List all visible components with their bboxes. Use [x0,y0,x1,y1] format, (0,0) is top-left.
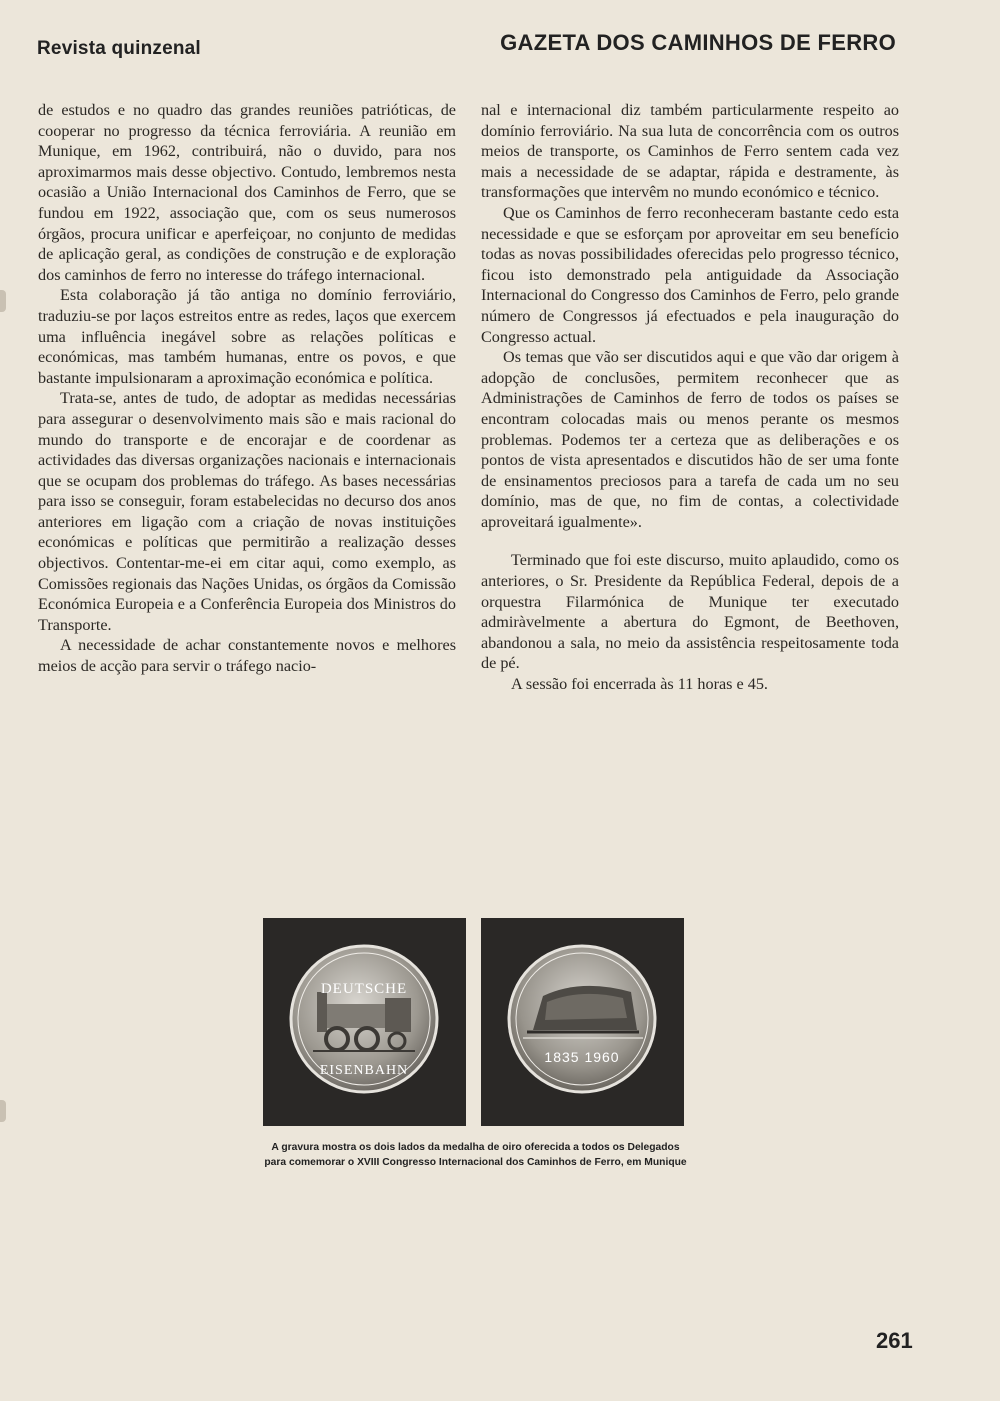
medal-reverse-image [481,918,684,1126]
paragraph: Terminado que foi este discurso, muito aplaudido, como os anteriores, o Sr. Presidente da República Federal, depois de a orquestra Filarmónica de Munique ter executado admiràvelmente a abertura do Egmont, de Beethoven, abandonou a sala, no meio da assistência respeitosamente toda de pé. [481,551,899,673]
paragraph: Esta colaboração já tão antiga no domínio ferroviário, traduziu-se por laços estreitos entre as redes, laços que exercem uma influência inegável sobre as relações políticas e económicas, mas também humanas, entre os povos, e que bastante impulsionaram a aproximação económica e política. [38,286,456,387]
paragraph: A sessão foi encerrada às 11 horas e 45. [511,675,768,694]
paragraph: Que os Caminhos de ferro reconheceram bastante cedo esta necessidade e que se esforçam por aproveitar em seu benefício todas as novas possibilidades oferecidas pelo progresso técnico, ficou isto demonstrado pela antiguidade da Associação Internacional do Congresso dos Caminhos de Ferro, pelo grande número de Congressos já efectuados e pela inauguração do Congresso actual. [481,203,899,346]
paragraph: nal e internacional diz também particularmente respeito ao domínio ferroviário. Na sua luta de concorrência com os outros meios de transporte, os Caminhos de Ferro sentem cada vez mais a necessidade de se adaptar, rápida e destramente, às transformações que intervêm no mundo económico e técnico. [481,101,899,202]
medal-text-bottom: EISENBAHN [319,1063,409,1078]
binding-hole-mark [0,1100,6,1122]
page-number: 261 [876,1328,913,1353]
text-column-left [38,100,456,677]
paragraph: A necessidade de achar constantemente novos e melhores meios de acção para servir o tráfego nacio- [38,636,456,676]
medal-obverse-drawing [263,918,466,1126]
figure-caption: A gravura mostra os dois lados da medalha de oiro oferecida a todos os Delegados para comemorar o XVIII Congresso Internacional dos Caminhos de Ferro, em Munique [264,1142,687,1168]
medal-years: 1835 1960 [544,1049,620,1065]
medal-obverse-image [263,918,466,1126]
text-column-right [481,100,899,695]
paragraph: Trata-se, antes de tudo, de adoptar as medidas necessárias para assegurar o desenvolvimento mais são e mais racional do mundo do transporte e de encorajar e de coordenar as actividades das diversas organizações nacionais e internacionais que se ocupam dos problemas do tráfego. As bases necessárias para isso se conseguir, foram estabelecidas no decurso dos anos anteriores em ligação com a criação de novas instituições económicas e políticas que permitirão a realização desses objectivos. Contentar-me-ei em citar aqui, como exemplo, as Comissões regionais das Nações Unidas, os órgãos da Comissão Económica Europeia e a Conferência Europeia dos Ministros do Transporte. [38,389,456,634]
running-header-title: GAZETA DOS CAMINHOS DE FERRO [500,30,896,55]
medal-text-top: DEUTSCHE [320,981,408,997]
binding-hole-mark [0,290,6,312]
medal-reverse-drawing [481,918,684,1126]
paragraph: Os temas que vão ser discutidos aqui e que vão dar origem à adopção de conclusões, permitem reconhecer que as Administrações de Caminhos de ferro de todos os países se encontram colocadas mais ou menos perante os mesmos problemas. Podemos ter a certeza que as deliberações e os pontos de vista apresentados e discutidos hão de ser uma fonte de ensinamentos preciosos para a tarefa de cada um no seu domínio, mas de que, no fim de contas, a colectividade aproveitará igualmente». [481,348,899,531]
paragraph: de estudos e no quadro das grandes reuniões patrióticas, de cooperar no progresso da técnica ferroviária. A reunião em Munique, em 1962, contribuirá, não o duvido, para nos aproximarmos mais desse objectivo. Contudo, lembremos nesta ocasião a União Internacional dos Caminhos de Ferro, que se fundou em 1922, associação que, com os seus numerosos órgãos, procura unificar e aperfeiçoar, no conjunto de medidas de aplicação geral, as condições de construção e de exploração dos caminhos de ferro no interesse do tráfego internacional. [38,101,456,284]
running-header-left: Revista quinzenal [37,38,201,59]
